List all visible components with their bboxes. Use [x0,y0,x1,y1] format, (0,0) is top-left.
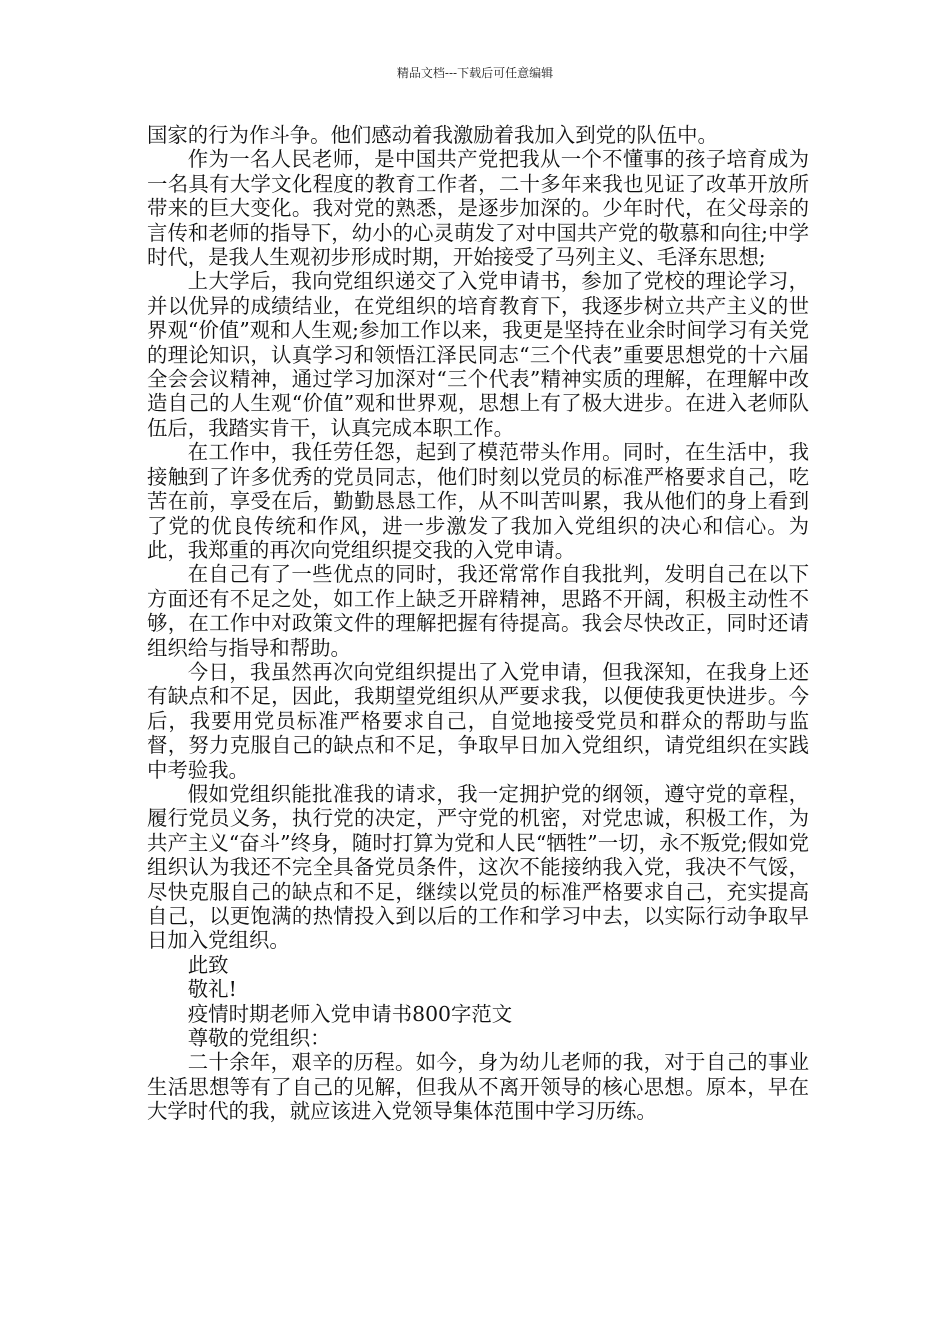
paragraph-1: 国家的行为作斗争。他们感动着我激励着我加入到党的队伍中。 [147,123,718,147]
paragraph-2: 作为一名人民老师，是中国共产党把我从一个不懂事的孩子培育成为一名具有大学文化程度的教育工作者，二十多年来我也见证了改革开放所带来的巨大变化。我对党的熟悉，是逐步加深的。少年时代，在父母亲的言传和老师的指导下，幼小的心灵萌发了对中国共产党的敬慕和向往;中学时代，是我人生观初步形成时期，开始接受了马列主义、毛泽东思想; [147,147,809,270]
section-title: 疫情时期老师入党申请书800字范文 [187,1001,513,1026]
paragraph-7: 假如党组织能批准我的请求，我一定拥护党的纲领，遵守党的章程，履行党员义务，执行党的决定，严守党的机密，对党忠诚，积极工作，为共产主义“奋斗”终身，随时打算为党和人民“牺牲”一切，永不叛党;假如党组织认为我还不完全具备党员条件，这次不能接纳我入党，我决不气馁，尽快克服自己的缺点和不足，继续以党员的标准严格要求自己，充实提高自己，以更饱满的热情投入到以后的工作和学习中去，以实际行动争取早日加入党组织。 [147,781,809,953]
closing-salutation: 此致 [187,952,229,977]
greeting: 尊敬的党组织： [187,1026,331,1051]
paragraph-last: 二十余年，艰辛的历程。如今，身为幼儿老师的我，对于自己的事业生活思想等有了自己的见解，但我从不离开领导的核心思想。原本，早在大学时代的我，就应该进入党领导集体范围中学习历练。 [147,1050,809,1124]
document-body [147,123,809,1124]
page-header: 精品文档---下载后可任意编辑 [396,66,554,80]
paragraph-6: 今日，我虽然再次向党组织提出了入党申请，但我深知，在我身上还有缺点和不足，因此，我期望党组织从严要求我，以便使我更快进步。今后，我要用党员标准严格要求自己，自觉地接受党员和群众的帮助与监督，努力克服自己的缺点和不足，争取早日加入党组织，请党组织在实践中考验我。 [147,659,809,782]
paragraph-5: 在自己有了一些优点的同时，我还常常作自我批判，发明自己在以下方面还有不足之处，如工作上缺乏开辟精神，思路不开阔，积极主动性不够，在工作中对政策文件的理解把握有待提高。我会尽快改正，同时还请组织给与指导和帮助。 [147,562,809,660]
closing-respect: 敬礼! [187,977,237,1002]
paragraph-4: 在工作中，我任劳任怨，起到了模范带头作用。同时，在生活中，我接触到了许多优秀的党员同志，他们时刻以党员的标准严格要求自己，吃苦在前，享受在后，勤勤恳恳工作，从不叫苦叫累，我从他们的身上看到了党的优良传统和作风，进一步激发了我加入党组织的决心和信心。为此，我郑重的再次向党组织提交我的入党申请。 [147,440,809,562]
paragraph-3: 上大学后，我向党组织递交了入党申请书，参加了党校的理论学习，并以优异的成绩结业，在党组织的培育教育下，我逐步树立共产主义的世界观“价值”观和人生观;参加工作以来，我更是坚持在业余时间学习有关党的理论知识，认真学习和领悟江泽民同志“三个代表”重要思想党的十六届全会会议精神，通过学习加深对“三个代表”精神实质的理解，在理解中改造自己的人生观“价值”观和世界观，思想上有了极大进步。在进入老师队伍后，我踏实肯干，认真完成本职工作。 [147,269,809,440]
